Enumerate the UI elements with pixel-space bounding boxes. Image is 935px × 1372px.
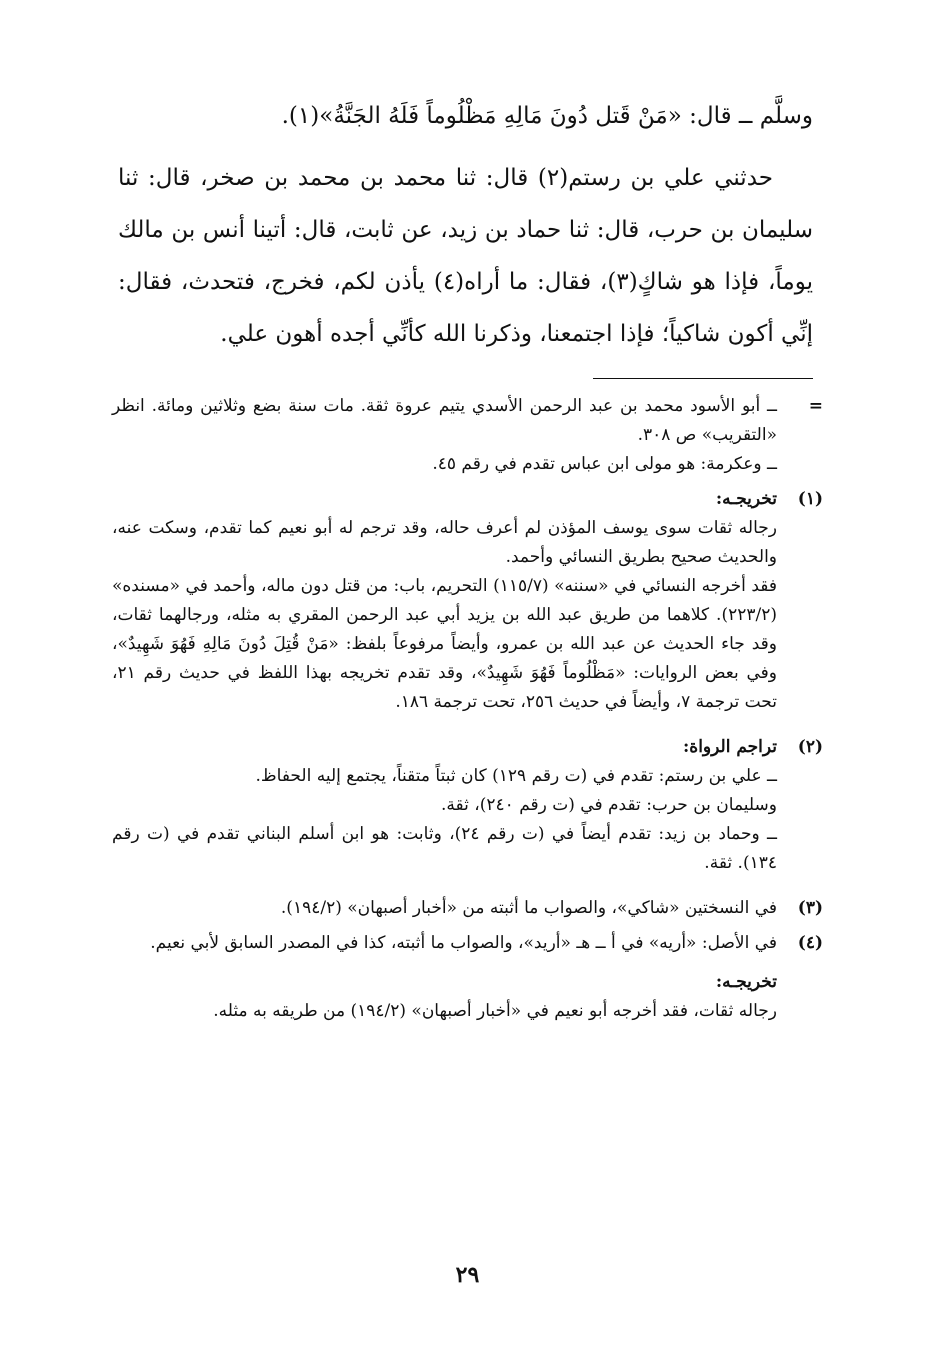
footnote-heading: تخريجـه: (715, 489, 777, 509)
main-text (118, 90, 813, 360)
main-line-1: وسلَّم ــ قال: «مَنْ قَتل دُونَ مَالِهِ مَظْلُوماً فَلَهُ الجَنَّةُ»(١). (281, 103, 813, 129)
footnote-separator (593, 378, 813, 379)
footnote-number: (٣) (797, 898, 823, 918)
footnote-marker: = (808, 396, 823, 416)
footnote-heading: تراجم الرواة: (683, 737, 777, 757)
footnote-line: في الأصل: «أريه» في أ ــ هـ «أريد»، والصواب ما أثبته، كذا في المصدر السابق لأبي نعيم. (150, 933, 777, 953)
footnote-line: ــ علي بن رستم: تقدم في (ت رقم ١٢٩) كان ثبتاً متقناً، يجتمع إليه الحفاظ. (255, 766, 777, 786)
footnote-line: رجاله ثقات سوى يوسف المؤذن لم أعرف حاله، وقد ترجم له أبو نعيم كما تقدم، وسكت عنه، والحديث صحيح بطريق النسائي وأحمد. (112, 518, 777, 567)
footnote-number: (٤) (797, 933, 823, 953)
footnote-number: (٢) (797, 737, 823, 757)
spacer (112, 884, 823, 894)
footnote-line: ــ وحماد بن زيد: تقدم أيضاً في (ت رقم ٢٤)، وثابت: هو ابن أسلم البناني تقدم في (ت رقم ١٣٤). ثقة. (112, 824, 777, 873)
footnote-3 (112, 894, 823, 923)
footnote-2 (112, 733, 823, 878)
footnote-line: رجاله ثقات، فقد أخرجه أبو نعيم في «أخبار أصبهان» (١٩٤/٢) من طريقه به مثله. (213, 1001, 777, 1021)
spacer (112, 958, 777, 968)
footnote-line: ــ أبو الأسود محمد بن عبد الرحمن الأسدي يتيم عروة ثقة. مات سنة بضع وثلاثين ومائة. انظر «التقريب» ص ٣٠٨. (112, 396, 777, 445)
footnotes (112, 392, 823, 1032)
footnote-4 (112, 929, 823, 1026)
page-number: ٢٩ (455, 1262, 480, 1288)
footnote-heading: تخريجـه: (715, 972, 777, 992)
footnote-line: في النسختين «شاكي»، والصواب ما أثبته من «أخبار أصبهان» (١٩٤/٢). (280, 898, 777, 918)
spacer (112, 723, 823, 733)
footnote-line: وسليمان بن حرب: تقدم في (ت رقم ٢٤٠)، ثقة. (441, 795, 777, 815)
footnote-number: (١) (797, 489, 823, 509)
footnote-line: ــ وعكرمة: هو مولى ابن عباس تقدم في رقم ٤٥. (432, 454, 777, 474)
main-paragraph-2: حدثني علي بن رستم(٢) قال: ثنا محمد بن محمد بن صخر، قال: ثنا سليمان بن حرب، قال: ثنا حماد بن زيد، عن ثابت، قال: أتينا أنس بن مالك يوماً، فإذا هو شاكٍ(٣)، فقال: ما أراه(٤) يأذن لكم، فخرج، فتحدث، فقال: إنِّي أكون شاكياً؛ فإذا اجتمعنا، وذكرنا الله كأنِّي أجده أهون علي. (118, 165, 813, 347)
footnote-continuation (112, 392, 823, 479)
footnote-1 (112, 485, 823, 717)
footnote-line: فقد أخرجه النسائي في «سننه» (١١٥/٧) التحريم، باب: من قتل دون ماله، وأحمد في «مسنده» (٢٢٣/٢). كلاهما من طريق عبد الله بن يزيد أبي عبد الرحمن المقري به مثله، ورجالهما ثقات، وقد جاء الحديث عن عبد الله بن عمرو، وأيضاً مرفوعاً بلفظ: «مَنْ قُتِلَ دُونَ مَالِهِ فَهُوَ شَهِيدٌ»، وفي بعض الروايات: «مَظْلُوماً فَهُوَ شَهِيدٌ»، وقد تقدم تخريجه بهذا اللفظ في حديث رقم ٢١، تحت ترجمة ٧، وأيضاً في حديث ٢٥٦، تحت ترجمة ١٨٦. (112, 576, 778, 712)
